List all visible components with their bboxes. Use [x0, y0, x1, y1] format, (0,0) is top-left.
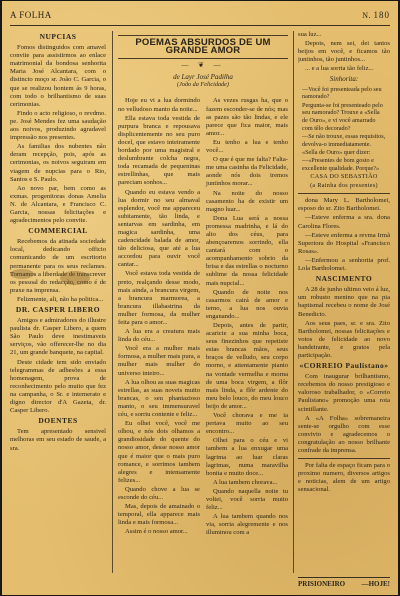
- bottom-strip: [298, 577, 390, 589]
- section-title-commercial: COMMERCIAL: [28, 226, 88, 236]
- article-paragraph: dona Mary L. Bartholomei, esposo do sr. Zito Bartholomei.: [298, 197, 390, 213]
- article-paragraph: Recebemos da atinada sociedade local, dedicando officio comunicando de um escritorio permanente para os seus reclames. Tornamos a liberdade de transcrever os pessoal do redacção, como é de praxe na imprensa.: [10, 238, 106, 294]
- poem-stanza: —Você foi presenteada pelo seu namorado?: [302, 85, 382, 101]
- article-paragraph: A «A Folha» sobremaneira sente-se orgulho com esse convivio e agradecemos o congratulação ao nosso brilhante confrade da imprensa.: [298, 414, 390, 454]
- poem-stanza: Dona Lua será a nossa promessa madrinha, e lá do alto dos céus, para abençoaremos sorrindo, ella cantará com o acompanhamento sobrio da brisa e das estrellas o nocturno sublime da nossa felicidade mais nupcial...: [206, 214, 288, 287]
- newspaper-page: [2, 1, 398, 595]
- poem-stanza: Quando de noite nos casarmos cairá de amor e terno, a lua nos ouvia enganando...: [206, 288, 288, 320]
- poem-byline: de Layr José Padilha: [173, 73, 233, 82]
- poem-stanza: Hoje eu vi a lua dormindo no velludoso manto da noite...: [118, 97, 200, 113]
- poem-stanza: Ella estava toda vestida de purpura branca e repousava displicentemente no seu puro docel, que estavo inteiramente bordado por uma magistral e deslumbrante colcha negra, toda recamada de pequeninas estrellinhas, que mais pareciam sonhos...: [118, 114, 200, 187]
- poem-stanza: O que é que me falta? Falta-me uma casinha da Felicidade, aonde nós dois iremos juntinhos morar...: [206, 156, 288, 188]
- section-title-sinhorita: Sinhorita:: [329, 75, 359, 84]
- article-paragraph: Ao novo par, bem como as exmas. progenitoras donas Amelia N. de Alcantara, e Francisco C. Garcia, nossas felicitações e agradecimentos pelo convite.: [10, 184, 106, 225]
- poem-stanza: Olhei para o céu e vi tambem a lua enxugar uma lagrima ao luar claras lagrimas, numa maravilha bonita e muito doce...: [206, 437, 288, 477]
- poem-stanza: Eu olhei você, você me olhou, e nós dois olhamos a grandiosidade do quente do nosso amor, desse nosso amor que é maior que o mais puro romance, e sorrimos tambem alegres e intensamente felizes...: [118, 420, 200, 484]
- poem-stanza: A lua tambem chorava...: [213, 478, 278, 486]
- divider: [298, 193, 390, 194]
- article-paragraph: As familias dos nubentes não deram recepção, pois, após as cerimonias, os noivos seguiram em viagem de nupcias para o Rio, Santos e S. Paulo.: [10, 143, 106, 183]
- bottom-left-label: PRISIONEIRO: [298, 579, 346, 588]
- masthead-rule: [10, 25, 390, 26]
- poem-stanza: Você estava toda vestida de preto, realçando desse modo, mais ainda, a brancura virgem, a brancura marmorea, a brancura illabastrina da mulher formosa, da mulher feita para o amor...: [118, 270, 200, 326]
- poem-stanza: Quando naquella noite tu voltei, você sorria muito feliz...: [206, 487, 288, 512]
- article-paragraph: sua luz...: [298, 31, 322, 38]
- poem-stanza: Assim é o nosso amor...: [125, 528, 188, 536]
- article-paragraph: Por falta de espaço ficam para o proximo numero, diversos artigos e noticias, alem de um artigo sensacional.: [298, 462, 390, 494]
- article-paragraph: —Esteve enferma a sra. dona Carolina Flores.: [298, 214, 390, 230]
- poem-stanza: Quando chove a lua se esconde do céu...: [118, 485, 200, 501]
- column-left: [10, 31, 106, 577]
- masthead: [10, 7, 390, 23]
- column-right: [298, 31, 390, 577]
- article-paragraph: Depois, nem sei, dei tantos beijos em você, e ficamos tão juntinhos, tão juntinhos...: [298, 40, 390, 64]
- article-paragraph: Felizmente, ali, não ha politica...: [17, 295, 104, 303]
- poem-stanza: Eu tenho a lua e tenho você...: [206, 138, 288, 155]
- column-divider-2: [293, 31, 294, 573]
- poem-stanza: Na noite do nosso casamento ha de existir um magno luar...: [206, 189, 288, 213]
- poem-stanza: —Se não trouxe, essas requisitos, devolva-o immediatamente.: [302, 133, 386, 148]
- poem-sub-byline: (João da Felicidade): [177, 81, 229, 89]
- paper-name: A FOLHA: [10, 10, 52, 20]
- store-name: CASA DO SEBASTIÃO: [310, 173, 378, 181]
- section-title-casper-libero: DR. CASPER LIBERO: [15, 305, 101, 314]
- poem-stanza: A lua olhou as suas magicas estrellas, as suas noveis muito brancas, o seu phantazioso manto, o seu immensuravel céu, e sorriu contente e feliz...: [118, 378, 200, 419]
- poem-stanza: As vezes rusgas ha, que o fazem esconder-se de nós; mas as pazes são tão lindas, e ele parece que fica maior, mais amor...: [206, 97, 288, 137]
- section-title-nupcias: NUPCIAS: [39, 32, 77, 41]
- bottom-right-label: —HOJE!: [361, 579, 390, 588]
- article-paragraph: Com inaugurar brilhantismo, recebemos do nosso prestigioso e valoroso trabalhador, o «Correio Paulistano» promoção uma rota scintillante.: [298, 373, 390, 413]
- article-paragraph: Amigos e admiradores do illustre paulista dr. Casper Libero, a quem São Paulo deve inestimaveis serviços, vão offerecer-lhe no dia 21, um grande banquete, na capital.: [10, 317, 106, 357]
- poem-column-left: [118, 97, 200, 538]
- article-paragraph: Tem apresentado sensivel melhoras em seu estado de saude, a sra.: [10, 428, 106, 452]
- column-poem: [118, 31, 288, 577]
- divider: [298, 458, 390, 459]
- advert-quote: [298, 86, 390, 173]
- poem-stanza: A lua era a creatura mais linda do céu...: [118, 328, 200, 344]
- store-subtitle: (a Rainha dos presentes): [310, 182, 378, 190]
- ornament-icon: — ❦ —: [181, 61, 225, 70]
- poem-title: POEMAS ABSURDOS DE UM GRANDE AMOR: [118, 35, 288, 59]
- article-paragraph: Deste cidade tem sido enviado telegrammas de adhesões a essa homenagem, prova de reconhecimento pelo muito que fez na campanha, o Sr. e intemerato e digno director d'A Gazeta, dr. Casper Libero.: [10, 358, 106, 415]
- poem-column-right: [206, 97, 288, 538]
- article-paragraph: —Esteve enferma a revma Irmã Superiora do Hospital «Francisco Rosas».: [298, 231, 390, 255]
- section-title-correio: «CORREIO Paulistano»: [299, 361, 389, 371]
- article-paragraph: —Enfermou a senhorita prof. Lola Bartholomei.: [298, 256, 390, 273]
- poem-stanza: Você chorava e me ia pertava muito ao seu encontro...: [206, 412, 288, 436]
- poem-stanza: Mas, depois de amainado o temporal, ella apparece mais linda e mais formosa...: [118, 503, 200, 527]
- poem-stanza: Quando eu estava vendo a lua dormir no seu almaval esplendor, você me appareceu subitamente, tão linda, e sentarvas em sardinha, em magica sardinha, uma cadencidade balada de amor, tão deliciosa, que até a lua accordou para ouvir você cantar...: [118, 188, 200, 269]
- column-divider-1: [112, 31, 113, 573]
- article-paragraph: Findo o acto religioso, o revdmo. pe. José Mendes fez uma saudação aos noivos, produzindo agradavel impressão nos presentes.: [10, 109, 106, 142]
- article-paragraph: ... e a lua sorria tão feliz...: [305, 65, 374, 73]
- issue-number: N. 180: [362, 10, 390, 20]
- article-paragraph: Fomos distinguidos com amavel convite para assistirmos ao enlace matrimonial da bondosa senhorita Maria José Alcantara, com o distincto moço sr. João C. Garcia, o que se realizou hontem ás 9 horas, com todo o brilhantismo de suas cerimonias.: [10, 44, 106, 108]
- section-title-nascimento: NASCIMENTO: [315, 274, 373, 284]
- poem-stanza: Pergunta-se foi presenteado pelo seu namorado? Trouxe a «Sella de Ouro», e vi você amarrado com têlo decorado?: [302, 101, 383, 132]
- poem-stanza: «Sella de Ouro» quer dizer: —«Presentes de bom gosto e excellente qualidade. Porque?»: [302, 149, 380, 172]
- article-paragraph: Aos seus paes, sr. e sra. Zito Bartholomei, nossas felicitações e votos de felicidade ao novo bandeirante, e gratos pela participação.: [298, 319, 390, 359]
- poem-stanza: Você era a mulher mais formosa, a mulher mais pura, a mulher mais mulher do universo inteiro...: [118, 345, 200, 377]
- section-title-doentes: DOENTES: [38, 416, 78, 426]
- poem-stanza: A lua tambem quando nos via, sorria alegremente e nos illuminou com a: [206, 513, 288, 537]
- poem-stanza: Depois, antes de partir, acaricie a sua minha boca, seus finezinhos que repetiste estas brancas mãos, seus braços de velludo, seu corpo morno, e attentamente pianto na vontade vermelha e morna de uma boca virgem, a flôr mais linda, a flôr ardente do meu belo louco, do meu louco beijo de amor...: [206, 322, 288, 410]
- article-paragraph: A 28 de junho ultimo veio á luz, um robusto menino que na pia baptismal recebeu o nome de José Benedicto.: [298, 286, 390, 318]
